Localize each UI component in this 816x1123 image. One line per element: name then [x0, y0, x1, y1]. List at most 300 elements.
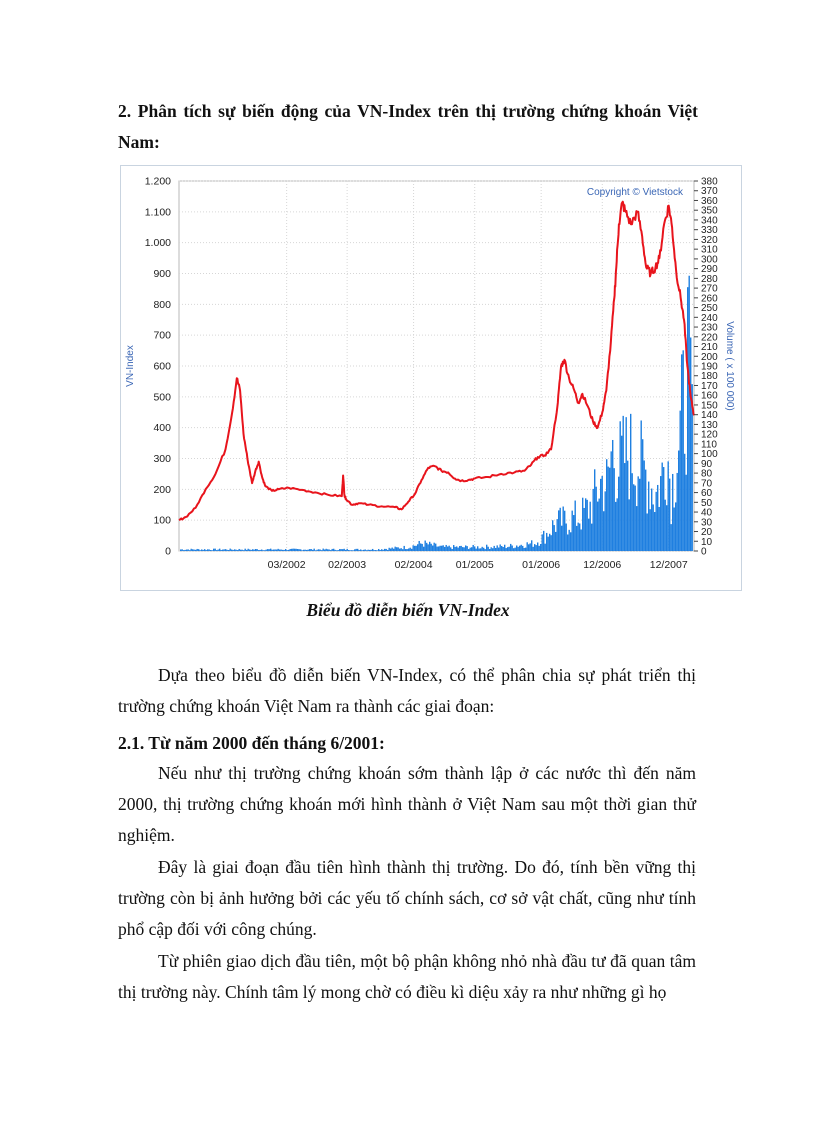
y2-tick-label: 340 [701, 215, 718, 227]
volume-bar [585, 498, 586, 551]
volume-bar [516, 545, 517, 551]
volume-bar [588, 519, 589, 551]
volume-bar [504, 545, 505, 551]
volume-bar [665, 500, 666, 551]
volume-bar [234, 549, 235, 551]
volume-bar [480, 548, 481, 551]
volume-bar [663, 467, 664, 551]
paragraph: Đây là giai đoạn đầu tiên hình thành thị trường. Do đó, tính bền vững thị trường còn bị ảnh hưởng bởi các yếu tố chính sách, cơ sở vật chất, cũng như tính phổ cập đối với công chúng. [118, 857, 696, 939]
volume-bar [530, 543, 531, 551]
volume-bar [359, 550, 360, 551]
volume-bar [507, 547, 508, 551]
volume-bar [380, 550, 381, 551]
y-tick-label: 1.200 [144, 175, 171, 188]
volume-bar [356, 549, 357, 551]
volume-bar [279, 550, 280, 551]
volume-bar [321, 550, 322, 551]
intro-paragraph: Dựa theo biểu đồ diễn biến VN-Index, có thể phân chia sự phát triển thị trường chứng khoán Việt Nam ra thành các giai đoạn: [118, 665, 696, 716]
volume-bar [372, 549, 373, 551]
y2-tick-label: 160 [701, 390, 718, 402]
volume-bar [365, 549, 366, 551]
volume-bar [497, 545, 498, 551]
volume-bar [185, 550, 186, 551]
volume-bar [332, 549, 333, 551]
volume-bar [218, 550, 219, 551]
y2-tick-label: 290 [701, 264, 718, 276]
volume-bar [258, 550, 259, 551]
volume-bar [227, 550, 228, 551]
volume-bar [330, 550, 331, 551]
volume-bar [377, 550, 378, 551]
volume-bar [681, 354, 682, 551]
volume-bar [215, 549, 216, 551]
volume-bar [645, 470, 646, 551]
x-tick-label: 03/2002 [267, 559, 306, 571]
volume-bar [554, 525, 555, 551]
volume-bar [251, 550, 252, 551]
y2-tick-label: 20 [701, 527, 713, 539]
volume-bar [684, 454, 685, 551]
y2-tick-label: 240 [701, 312, 718, 324]
volume-bar [308, 550, 309, 551]
volume-bar [398, 547, 399, 551]
volume-bar [662, 463, 663, 551]
y2-tick-label: 320 [701, 234, 718, 246]
volume-bar [533, 547, 534, 551]
volume-bar [489, 549, 490, 551]
y2-tick-label: 170 [701, 380, 718, 392]
section-heading: 2. Phân tích sự biến động của VN-Index trên thị trường chứng khoán Việt Nam: [118, 101, 698, 152]
volume-bar [231, 550, 232, 551]
volume-bar [204, 549, 205, 551]
volume-bar [444, 547, 445, 551]
y2-tick-label: 300 [701, 254, 718, 266]
volume-bar [375, 550, 376, 551]
x-tick-label: 01/2005 [455, 559, 494, 571]
volume-bar [638, 476, 639, 551]
volume-bar [525, 548, 526, 551]
volume-bar [639, 479, 640, 551]
volume-bar [282, 550, 283, 551]
volume-bar [593, 489, 594, 551]
y2-tick-label: 100 [701, 449, 718, 461]
volume-bar [423, 547, 424, 551]
volume-bar [494, 546, 495, 551]
volume-bar [219, 549, 220, 551]
volume-bar [680, 411, 681, 551]
volume-bar [378, 549, 379, 551]
volume-bar [296, 549, 297, 551]
volume-bar [183, 550, 184, 551]
volume-bar [648, 482, 649, 551]
y2-tick-label: 140 [701, 410, 718, 422]
volume-bar [453, 545, 454, 551]
volume-bar [455, 547, 456, 551]
volume-bar [189, 550, 190, 551]
x-tick-label: 02/2003 [328, 559, 367, 571]
x-tick-label: 01/2006 [522, 559, 561, 571]
volume-bar [560, 508, 561, 551]
volume-bar [566, 524, 567, 551]
volume-bar [374, 550, 375, 551]
y2-tick-label: 310 [701, 244, 718, 256]
volume-bar [603, 511, 604, 551]
volume-bar [305, 550, 306, 551]
volume-bar [194, 550, 195, 551]
volume-bar [243, 550, 244, 551]
volume-bar [416, 546, 417, 551]
volume-bar [575, 501, 576, 551]
volume-bar [518, 547, 519, 551]
y-tick-label: 700 [153, 329, 171, 342]
volume-bar [477, 546, 478, 551]
volume-bar [225, 549, 226, 551]
volume-bar [396, 547, 397, 551]
y2-tick-label: 260 [701, 293, 718, 305]
volume-bar [474, 546, 475, 551]
y-tick-label: 900 [153, 268, 171, 280]
volume-bar [242, 550, 243, 551]
volume-bar [537, 542, 538, 551]
vn-index-series [179, 202, 694, 521]
y-tick-label: 1.000 [144, 237, 171, 250]
volume-bar [470, 548, 471, 551]
y2-tick-label: 50 [701, 497, 713, 509]
volume-bar [569, 530, 570, 551]
volume-bar [327, 549, 328, 551]
volume-bar [540, 544, 541, 551]
volume-bar [498, 548, 499, 551]
volume-bar [620, 421, 621, 551]
volume-bar [581, 529, 582, 551]
volume-bar [570, 532, 571, 551]
volume-bar [210, 550, 211, 551]
volume-bar [660, 476, 661, 551]
volume-bar [635, 486, 636, 551]
volume-bar [674, 507, 675, 551]
volume-bar [626, 417, 627, 551]
y2-tick-label: 110 [701, 439, 717, 451]
volume-bar [206, 550, 207, 551]
volume-bar [312, 550, 313, 551]
y2-tick-label: 150 [701, 400, 718, 412]
volume-bar [564, 511, 565, 551]
volume-bar [617, 498, 618, 551]
volume-bar [606, 459, 607, 551]
x-tick-label: 02/2004 [394, 559, 433, 571]
volume-bar [666, 505, 667, 551]
volume-bar [531, 540, 532, 551]
volume-bar [303, 550, 304, 551]
volume-bar [275, 549, 276, 551]
volume-bar [567, 534, 568, 551]
volume-bar [386, 549, 387, 551]
volume-bar [492, 548, 493, 551]
chart-caption: Biểu đồ diễn biến VN-Index [306, 600, 510, 620]
y-axis-label: VN-Index [125, 345, 136, 387]
y2-tick-label: 280 [701, 273, 718, 285]
volume-bar [417, 544, 418, 551]
volume-bar [197, 549, 198, 551]
volume-bar [188, 549, 189, 551]
volume-bar [522, 546, 523, 551]
volume-bar [420, 543, 421, 551]
volume-bar [456, 546, 457, 551]
volume-bar [452, 549, 453, 551]
volume-bar [207, 549, 208, 551]
volume-bar [329, 549, 330, 551]
volume-bar [548, 537, 549, 551]
volume-bar [414, 546, 415, 551]
volume-bar [387, 550, 388, 551]
volume-bar [320, 550, 321, 551]
y2-tick-label: 200 [701, 351, 718, 363]
volume-bar [198, 549, 199, 551]
y2-tick-label: 0 [701, 546, 707, 558]
volume-bar [272, 550, 273, 551]
volume-bar [383, 550, 384, 551]
y2-tick-label: 80 [701, 468, 713, 480]
volume-bar [558, 510, 559, 551]
volume-bar [557, 519, 558, 551]
volume-bar [600, 479, 601, 551]
y-tick-label: 1.100 [144, 206, 171, 219]
volume-bar [594, 469, 595, 551]
volume-bar [621, 436, 622, 551]
volume-bar [458, 548, 459, 551]
volume-bar [623, 416, 624, 551]
volume-bar [273, 550, 274, 551]
volume-bar [236, 550, 237, 551]
volume-bar [323, 549, 324, 551]
volume-bar [683, 350, 684, 551]
volume-bar [284, 550, 285, 551]
volume-bar [512, 546, 513, 551]
volume-bar [491, 547, 492, 551]
y2-axis-label: Volume ( x 100 000) [724, 321, 735, 411]
volume-bar [252, 549, 253, 551]
y2-tick-label: 190 [701, 361, 718, 373]
volume-bar [353, 550, 354, 551]
volume-bar [285, 549, 286, 551]
volume-bar [476, 549, 477, 551]
volume-bar [437, 547, 438, 551]
y2-tick-label: 60 [701, 488, 713, 500]
volume-bar [201, 549, 202, 551]
volume-bar [270, 549, 271, 551]
volume-bar [368, 550, 369, 551]
volume-bar [429, 542, 430, 551]
volume-bar [294, 549, 295, 551]
y-tick-label: 100 [153, 514, 171, 527]
volume-bar [290, 549, 291, 551]
volume-bar [425, 541, 426, 551]
volume-bar [573, 515, 574, 551]
volume-bar [192, 549, 193, 551]
volume-bar [315, 550, 316, 551]
volume-bar [546, 533, 547, 551]
volume-bar [495, 548, 496, 551]
volume-bar [447, 547, 448, 551]
volume-bar [261, 550, 262, 551]
volume-bar [269, 549, 270, 551]
volume-bar [579, 523, 580, 551]
volume-bar [527, 542, 528, 551]
volume-bar [488, 547, 489, 551]
y2-tick-label: 230 [701, 322, 718, 334]
volume-bar [509, 547, 510, 551]
volume-bar [462, 547, 463, 551]
volume-bar [590, 502, 591, 551]
volume-bar [293, 549, 294, 551]
volume-bar [239, 549, 240, 551]
volume-bar [381, 549, 382, 551]
volume-bar [678, 451, 679, 551]
volume-bar [224, 549, 225, 551]
volume-bar [650, 509, 651, 551]
volume-bar [440, 546, 441, 551]
volume-bar [299, 549, 300, 551]
y2-tick-label: 250 [701, 303, 718, 315]
volume-bar [390, 549, 391, 551]
volume-bar [248, 549, 249, 551]
y2-tick-label: 130 [701, 419, 718, 431]
vn-index-line [179, 202, 694, 521]
volume-bar [461, 546, 462, 551]
volume-bar [609, 468, 610, 551]
volume-bar [669, 479, 670, 551]
y-tick-label: 200 [153, 483, 171, 496]
volume-bar [431, 544, 432, 551]
volume-bar [563, 507, 564, 551]
volume-bar [317, 550, 318, 551]
volume-bar [542, 534, 543, 551]
volume-bar [506, 548, 507, 551]
volume-bar [500, 544, 501, 551]
volume-bar [335, 550, 336, 551]
volume-bar [675, 502, 676, 551]
volume-bar [591, 524, 592, 551]
volume-bar [602, 476, 603, 551]
volume-bar [515, 548, 516, 551]
volume-bar [371, 550, 372, 551]
volume-bar [587, 500, 588, 551]
volume-bar [407, 549, 408, 551]
x-tick-label: 12/2007 [649, 559, 688, 571]
chart-svg [121, 166, 741, 590]
volume-bar [186, 550, 187, 551]
y2-tick-label: 380 [701, 176, 718, 188]
volume-bar [300, 549, 301, 551]
volume-bar [545, 544, 546, 551]
volume-bar [501, 546, 502, 551]
volume-bar [641, 420, 642, 551]
volume-bar [686, 475, 687, 551]
y2-tick-label: 90 [701, 458, 713, 470]
chart-grid [179, 181, 694, 551]
y-tick-label: 800 [153, 298, 171, 311]
volume-bar [668, 461, 669, 551]
volume-bar [428, 544, 429, 551]
y-tick-label: 500 [153, 391, 171, 404]
volume-bar [180, 549, 181, 551]
volume-bar [653, 504, 654, 551]
volume-bar [435, 544, 436, 551]
volume-bar [393, 549, 394, 551]
volume-bar [221, 550, 222, 551]
volume-bar [419, 541, 420, 551]
volume-bar [222, 550, 223, 551]
volume-bar [399, 549, 400, 551]
volume-bar [471, 547, 472, 551]
volume-bar [671, 524, 672, 551]
y2-tick-label: 180 [701, 371, 718, 383]
volume-bar [656, 492, 657, 551]
vn-index-chart [120, 165, 742, 591]
volume-bar [450, 547, 451, 551]
volume-bar [260, 550, 261, 551]
volume-bar [230, 549, 231, 551]
y2-tick-label: 360 [701, 195, 718, 207]
volume-bar [342, 549, 343, 551]
volume-bar [410, 548, 411, 551]
volume-bar [209, 549, 210, 551]
volume-bar [347, 549, 348, 551]
volume-bar [266, 550, 267, 551]
volume-bar [389, 548, 390, 551]
volume-bar [345, 550, 346, 551]
volume-bar [357, 549, 358, 551]
volume-bar [348, 550, 349, 551]
volume-bar [677, 473, 678, 551]
volume-bar [459, 546, 460, 551]
volume-bar [651, 489, 652, 551]
volume-bar [362, 550, 363, 551]
volume-bar [408, 548, 409, 551]
volume-bar [200, 550, 201, 551]
volume-bar [213, 549, 214, 551]
volume-bar [446, 545, 447, 551]
volume-bar [597, 502, 598, 551]
volume-bar [687, 287, 688, 551]
volume-bar [486, 545, 487, 551]
volume-bar [464, 547, 465, 551]
volume-bar [314, 549, 315, 551]
volume-bar [354, 549, 355, 551]
volume-bar [549, 534, 550, 551]
volume-bar [233, 550, 234, 551]
volume-bar [263, 550, 264, 551]
volume-bar [395, 547, 396, 551]
volume-bar [405, 549, 406, 551]
volume-bar [324, 550, 325, 551]
volume-bar [344, 549, 345, 551]
volume-bar [401, 548, 402, 551]
y-tick-label: 0 [165, 545, 171, 558]
volume-bar [257, 549, 258, 551]
volume-bar [642, 439, 643, 551]
volume-bar [240, 550, 241, 551]
volume-bar [513, 548, 514, 551]
y-tick-label: 400 [153, 422, 171, 435]
volume-bar [551, 535, 552, 551]
x-tick-label: 12/2006 [583, 559, 622, 571]
volume-bar [402, 549, 403, 551]
volume-bar [326, 549, 327, 551]
volume-bar [360, 549, 361, 551]
volume-bar [672, 474, 673, 551]
volume-bar [479, 549, 480, 551]
